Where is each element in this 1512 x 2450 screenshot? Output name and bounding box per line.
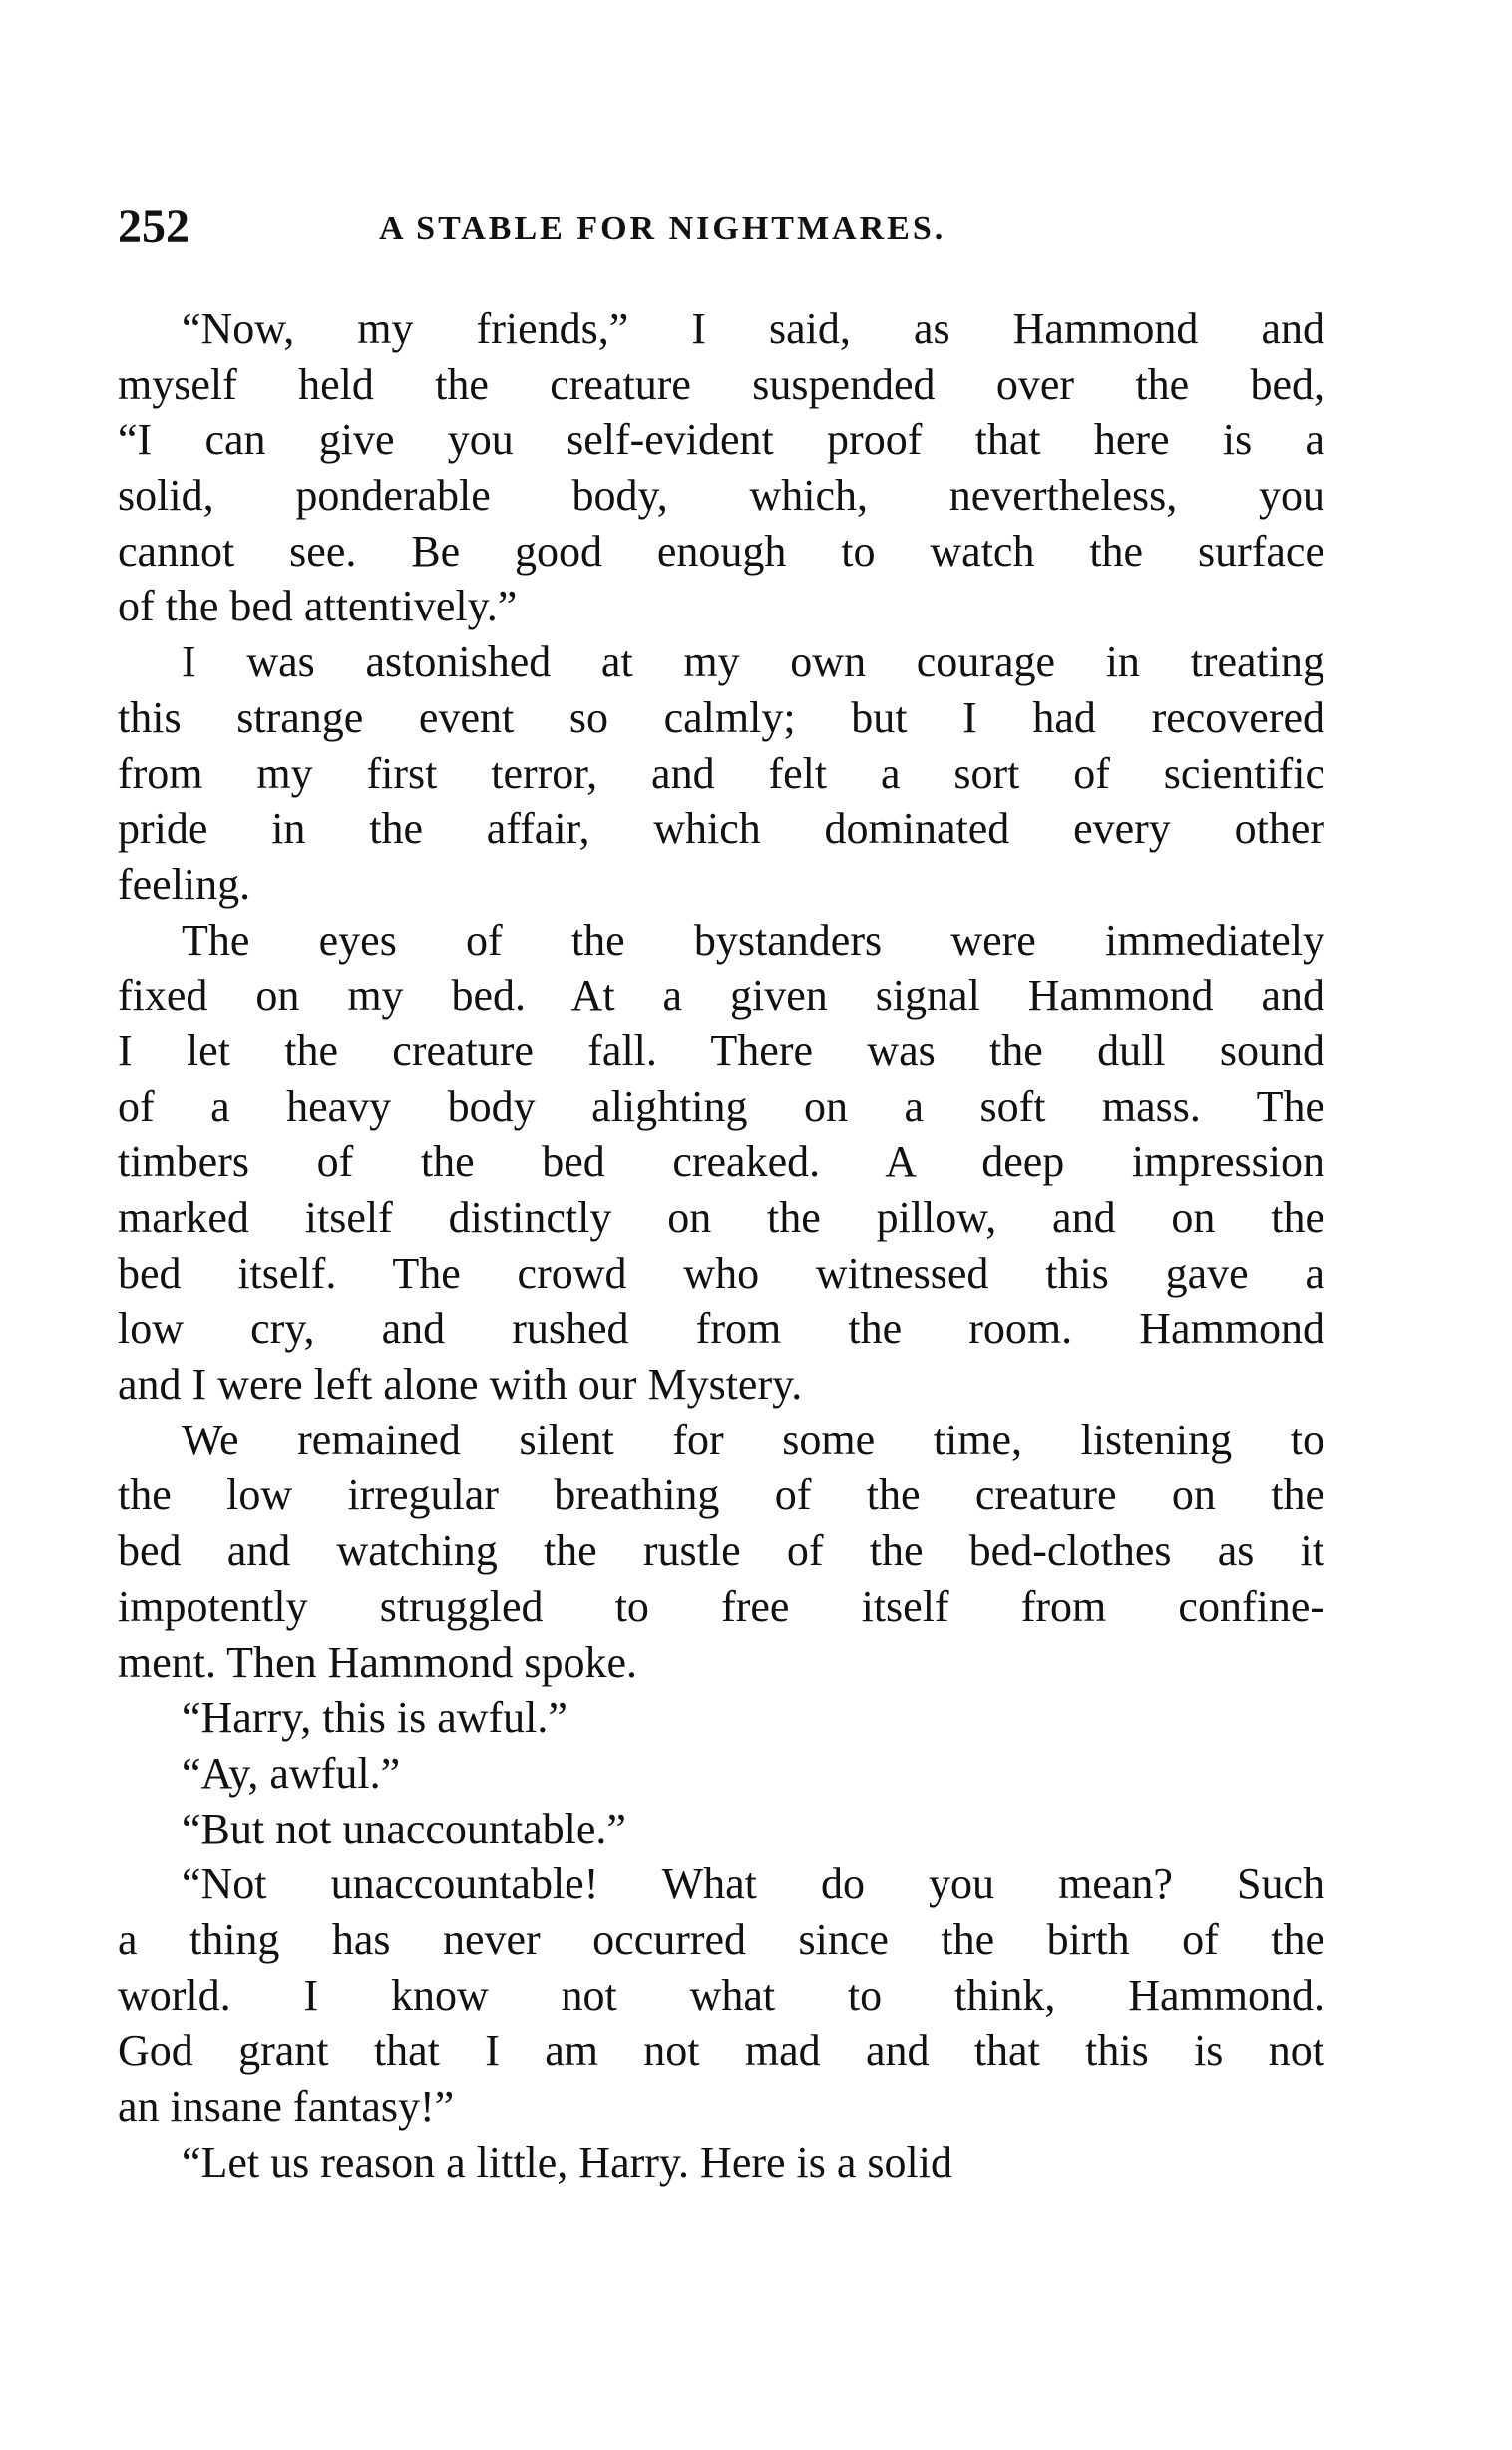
paragraph xyxy=(118,1856,1324,2134)
text-line: “But not unaccountable.” xyxy=(182,1804,626,1853)
text-line: “I can give you self-evident proof that here is a xyxy=(118,415,1324,465)
text-line: of the bed attentively.” xyxy=(118,582,518,631)
running-head xyxy=(118,198,1334,257)
paragraph xyxy=(118,634,1324,912)
text-line: We remained silent for some time, listening to xyxy=(182,1415,1324,1464)
text-line: The eyes of the bystanders were immediately xyxy=(182,915,1324,965)
text-line: of a heavy body alighting on a soft mass. The xyxy=(118,1081,1324,1131)
text-line: I let the creature fall. There was the dull sound xyxy=(118,1025,1324,1075)
text-line: I was astonished at my own courage in treating xyxy=(182,637,1324,687)
body-text xyxy=(118,301,1324,2190)
text-line: solid, ponderable body, which, nevertheless, you xyxy=(118,471,1324,521)
text-line: “Let us reason a little, Harry. Here is a solid xyxy=(182,2137,952,2187)
text-line: cannot see. Be good enough to watch the surface xyxy=(118,526,1324,576)
text-line: “Not unaccountable! What do you mean? Such xyxy=(182,1859,1324,1909)
page-number: 252 xyxy=(118,201,189,253)
running-title: A STABLE FOR NIGHTMARES. xyxy=(379,210,946,247)
text-line: pride in the affair, which dominated every other xyxy=(118,804,1324,854)
paragraph xyxy=(118,913,1324,1413)
paragraph xyxy=(118,2135,1324,2191)
text-line: fixed on my bed. At a given signal Hammond and xyxy=(118,971,1324,1021)
paragraph xyxy=(118,1413,1324,1690)
text-line: bed and watching the rustle of the bed-clothes as it xyxy=(118,1526,1324,1576)
text-line: impotently struggled to free itself from confine- xyxy=(118,1581,1324,1631)
text-line: God grant that I am not mad and that this is not xyxy=(118,2026,1324,2076)
text-line: and I were left alone with our Mystery. xyxy=(118,1360,803,1410)
text-line: an insane fantasy!” xyxy=(118,2082,455,2131)
paragraph xyxy=(118,1802,1324,1857)
paragraph xyxy=(118,1746,1324,1802)
text-line: a thing has never occurred since the birth of the xyxy=(118,1914,1324,1964)
paragraph xyxy=(118,1690,1324,1746)
text-line: the low irregular breathing of the creature on the xyxy=(118,1470,1324,1520)
text-line: timbers of the bed creaked. A deep impression xyxy=(118,1137,1324,1187)
text-line: this strange event so calmly; but I had recovered xyxy=(118,692,1324,742)
text-line: world. I know not what to think, Hammond. xyxy=(118,1970,1324,2020)
paragraph xyxy=(118,301,1324,634)
text-line: feeling. xyxy=(118,859,251,909)
text-line: “Now, my friends,” I said, as Hammond and xyxy=(182,304,1324,353)
text-line: “Ay, awful.” xyxy=(182,1748,401,1798)
text-line: low cry, and rushed from the room. Hammond xyxy=(118,1304,1324,1354)
text-line: from my first terror, and felt a sort of scientific xyxy=(118,748,1324,798)
text-line: “Harry, this is awful.” xyxy=(182,1693,567,1743)
text-line: ment. Then Hammond spoke. xyxy=(118,1637,637,1687)
text-line: myself held the creature suspended over the bed, xyxy=(118,359,1324,409)
text-line: bed itself. The crowd who witnessed this gave a xyxy=(118,1248,1324,1298)
text-line: marked itself distinctly on the pillow, and on the xyxy=(118,1193,1324,1242)
